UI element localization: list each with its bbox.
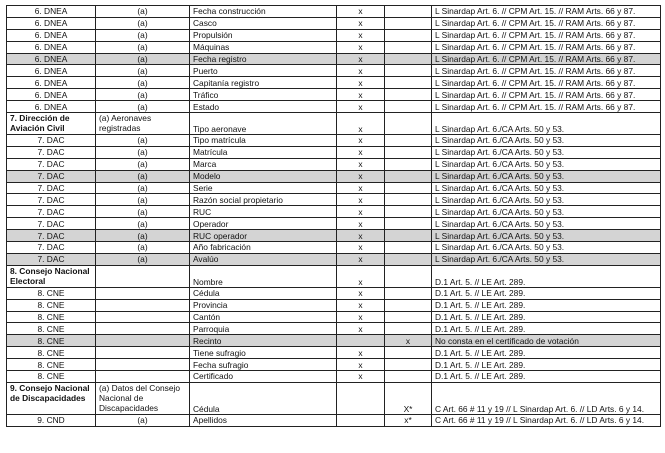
legal-basis-cell: L Sinardap Art. 6. // CPM Art. 15. // RAM Arts. 66 y 87.: [432, 77, 661, 89]
restricted-mark-cell: [385, 53, 432, 65]
subcategory-cell: (a): [96, 158, 190, 170]
table-row: [7, 170, 661, 182]
table-row: [7, 29, 661, 41]
field-name-cell: Provincia: [190, 299, 337, 311]
field-name-cell: Certificado: [190, 371, 337, 383]
public-mark-cell: [337, 414, 385, 426]
table-body: [7, 6, 661, 427]
field-name-cell: Recinto: [190, 335, 337, 347]
field-name-cell: Cédula: [190, 382, 337, 414]
legal-basis-cell: L Sinardap Art. 6./CA Arts. 50 y 53.: [432, 113, 661, 135]
field-name-cell: Fecha registro: [190, 53, 337, 65]
table-row: [7, 53, 661, 65]
field-name-cell: Razón social propietario: [190, 194, 337, 206]
entity-cell: 7. DAC: [7, 206, 96, 218]
public-mark-cell: x: [337, 6, 385, 18]
entity-cell: 7. DAC: [7, 170, 96, 182]
table-row: [7, 299, 661, 311]
public-mark-cell: x: [337, 265, 385, 287]
table-row: [7, 146, 661, 158]
restricted-mark-cell: x*: [385, 414, 432, 426]
subcategory-cell: (a): [96, 146, 190, 158]
table-row: [7, 158, 661, 170]
legal-basis-cell: No consta en el certificado de votación: [432, 335, 661, 347]
legal-basis-cell: L Sinardap Art. 6. // CPM Art. 15. // RAM Arts. 66 y 87.: [432, 29, 661, 41]
subcategory-cell: (a): [96, 77, 190, 89]
field-name-cell: Tipo aeronave: [190, 113, 337, 135]
subcategory-cell: (a): [96, 230, 190, 242]
table-row: [7, 89, 661, 101]
field-name-cell: Parroquia: [190, 323, 337, 335]
restricted-mark-cell: [385, 287, 432, 299]
entity-cell: 8. CNE: [7, 287, 96, 299]
subcategory-cell: [96, 335, 190, 347]
field-name-cell: Máquinas: [190, 41, 337, 53]
public-mark-cell: x: [337, 218, 385, 230]
table-row: [7, 6, 661, 18]
legal-basis-cell: D.1 Art. 5. // LE Art. 289.: [432, 299, 661, 311]
legal-basis-cell: L Sinardap Art. 6. // CPM Art. 15. // RAM Arts. 66 y 87.: [432, 41, 661, 53]
restricted-mark-cell: [385, 206, 432, 218]
public-mark-cell: x: [337, 230, 385, 242]
subcategory-cell: (a): [96, 414, 190, 426]
restricted-mark-cell: [385, 299, 432, 311]
entity-cell: 9. CND: [7, 414, 96, 426]
entity-cell: 6. DNEA: [7, 17, 96, 29]
public-mark-cell: x: [337, 323, 385, 335]
public-mark-cell: x: [337, 311, 385, 323]
table-row: [7, 182, 661, 194]
public-mark-cell: x: [337, 206, 385, 218]
field-name-cell: Estado: [190, 101, 337, 113]
field-name-cell: Cantón: [190, 311, 337, 323]
restricted-mark-cell: [385, 170, 432, 182]
restricted-mark-cell: [385, 218, 432, 230]
entity-cell: 6. DNEA: [7, 89, 96, 101]
field-name-cell: RUC: [190, 206, 337, 218]
table-row: [7, 101, 661, 113]
table-row: [7, 230, 661, 242]
legal-basis-cell: C Art. 66 # 11 y 19 // L Sinardap Art. 6. // LD Arts. 6 y 14.: [432, 414, 661, 426]
entity-cell: 8. Consejo Nacional Electoral: [7, 265, 96, 287]
field-name-cell: RUC operador: [190, 230, 337, 242]
field-name-cell: Marca: [190, 158, 337, 170]
section-header-row: [7, 265, 661, 287]
entity-cell: 7. Dirección de Aviación Civil: [7, 113, 96, 135]
legal-basis-cell: L Sinardap Art. 6./CA Arts. 50 y 53.: [432, 218, 661, 230]
public-mark-cell: x: [337, 194, 385, 206]
field-name-cell: Avalúo: [190, 253, 337, 265]
public-mark-cell: x: [337, 146, 385, 158]
restricted-mark-cell: [385, 65, 432, 77]
table-row: [7, 335, 661, 347]
field-name-cell: Tráfico: [190, 89, 337, 101]
restricted-mark-cell: [385, 359, 432, 371]
subcategory-cell: (a): [96, 65, 190, 77]
subcategory-cell: [96, 323, 190, 335]
entity-cell: 6. DNEA: [7, 101, 96, 113]
restricted-mark-cell: [385, 89, 432, 101]
field-name-cell: Nombre: [190, 265, 337, 287]
entity-cell: 8. CNE: [7, 359, 96, 371]
legal-basis-cell: L Sinardap Art. 6./CA Arts. 50 y 53.: [432, 170, 661, 182]
restricted-mark-cell: [385, 347, 432, 359]
public-mark-cell: x: [337, 89, 385, 101]
legal-basis-cell: D.1 Art. 5. // LE Art. 289.: [432, 323, 661, 335]
legal-basis-cell: L Sinardap Art. 6. // CPM Art. 15. // RAM Arts. 66 y 87.: [432, 6, 661, 18]
restricted-mark-cell: [385, 371, 432, 383]
subcategory-cell: (a): [96, 89, 190, 101]
legal-basis-cell: L Sinardap Art. 6. // CPM Art. 15. // RAM Arts. 66 y 87.: [432, 17, 661, 29]
legal-basis-cell: L Sinardap Art. 6./CA Arts. 50 y 53.: [432, 242, 661, 254]
subcategory-cell: [96, 359, 190, 371]
subcategory-cell: [96, 299, 190, 311]
table-row: [7, 287, 661, 299]
public-mark-cell: x: [337, 347, 385, 359]
public-mark-cell: x: [337, 53, 385, 65]
legal-basis-cell: L Sinardap Art. 6./CA Arts. 50 y 53.: [432, 206, 661, 218]
restricted-mark-cell: [385, 230, 432, 242]
restricted-mark-cell: [385, 113, 432, 135]
public-mark-cell: x: [337, 287, 385, 299]
restricted-mark-cell: [385, 146, 432, 158]
table-row: [7, 347, 661, 359]
entity-cell: 7. DAC: [7, 242, 96, 254]
restricted-mark-cell: [385, 6, 432, 18]
entity-cell: 6. DNEA: [7, 29, 96, 41]
field-name-cell: Serie: [190, 182, 337, 194]
field-name-cell: Operador: [190, 218, 337, 230]
table-row: [7, 371, 661, 383]
table-row: [7, 194, 661, 206]
table-row: [7, 17, 661, 29]
entity-cell: 8. CNE: [7, 311, 96, 323]
restricted-mark-cell: [385, 101, 432, 113]
legal-basis-cell: L Sinardap Art. 6./CA Arts. 50 y 53.: [432, 135, 661, 147]
field-name-cell: Año fabricación: [190, 242, 337, 254]
entity-cell: 6. DNEA: [7, 41, 96, 53]
entity-cell: 8. CNE: [7, 299, 96, 311]
entity-cell: 7. DAC: [7, 182, 96, 194]
restricted-mark-cell: [385, 17, 432, 29]
restricted-mark-cell: [385, 182, 432, 194]
field-name-cell: Matrícula: [190, 146, 337, 158]
entity-cell: 8. CNE: [7, 371, 96, 383]
entity-cell: 6. DNEA: [7, 77, 96, 89]
legal-basis-cell: L Sinardap Art. 6. // CPM Art. 15. // RAM Arts. 66 y 87.: [432, 65, 661, 77]
field-name-cell: Fecha sufragio: [190, 359, 337, 371]
public-mark-cell: x: [337, 359, 385, 371]
field-name-cell: Capitanía registro: [190, 77, 337, 89]
public-mark-cell: x: [337, 299, 385, 311]
public-mark-cell: x: [337, 113, 385, 135]
entity-cell: 7. DAC: [7, 194, 96, 206]
public-mark-cell: x: [337, 170, 385, 182]
field-name-cell: Tiene sufragio: [190, 347, 337, 359]
table-row: [7, 323, 661, 335]
legal-basis-cell: L Sinardap Art. 6./CA Arts. 50 y 53.: [432, 146, 661, 158]
public-mark-cell: x: [337, 242, 385, 254]
public-mark-cell: x: [337, 135, 385, 147]
entity-cell: 9. Consejo Nacional de Discapacidades: [7, 382, 96, 414]
legal-basis-cell: L Sinardap Art. 6./CA Arts. 50 y 53.: [432, 253, 661, 265]
subcategory-cell: [96, 265, 190, 287]
legal-basis-cell: L Sinardap Art. 6. // CPM Art. 15. // RAM Arts. 66 y 87.: [432, 53, 661, 65]
subcategory-cell: [96, 347, 190, 359]
subcategory-cell: (a): [96, 242, 190, 254]
entity-cell: 7. DAC: [7, 230, 96, 242]
entity-cell: 8. CNE: [7, 323, 96, 335]
legal-basis-cell: D.1 Art. 5. // LE Art. 289.: [432, 311, 661, 323]
restricted-mark-cell: [385, 242, 432, 254]
subcategory-cell: (a): [96, 135, 190, 147]
legal-basis-cell: D.1 Art. 5. // LE Art. 289.: [432, 287, 661, 299]
legal-basis-cell: D.1 Art. 5. // LE Art. 289.: [432, 371, 661, 383]
entity-cell: 8. CNE: [7, 347, 96, 359]
public-mark-cell: x: [337, 77, 385, 89]
legal-basis-cell: L Sinardap Art. 6. // CPM Art. 15. // RAM Arts. 66 y 87.: [432, 101, 661, 113]
entity-cell: 8. CNE: [7, 335, 96, 347]
legal-basis-cell: C Art. 66 # 11 y 19 // L Sinardap Art. 6. // LD Arts. 6 y 14.: [432, 382, 661, 414]
public-mark-cell: x: [337, 182, 385, 194]
public-mark-cell: x: [337, 101, 385, 113]
section-header-row: [7, 382, 661, 414]
public-mark-cell: x: [337, 253, 385, 265]
subcategory-cell: (a): [96, 41, 190, 53]
table-row: [7, 206, 661, 218]
entity-cell: 7. DAC: [7, 158, 96, 170]
legal-basis-cell: D.1 Art. 5. // LE Art. 289.: [432, 265, 661, 287]
field-name-cell: Puerto: [190, 65, 337, 77]
subcategory-cell: (a): [96, 218, 190, 230]
public-mark-cell: x: [337, 17, 385, 29]
subcategory-cell: (a) Datos del Consejo Nacional de Discapacidades: [96, 382, 190, 414]
legal-basis-cell: D.1 Art. 5. // LE Art. 289.: [432, 359, 661, 371]
public-mark-cell: x: [337, 29, 385, 41]
table-row: [7, 41, 661, 53]
restricted-mark-cell: [385, 29, 432, 41]
public-mark-cell: x: [337, 41, 385, 53]
table-row: [7, 414, 661, 426]
restricted-mark-cell: [385, 253, 432, 265]
table-row: [7, 77, 661, 89]
table-row: [7, 311, 661, 323]
table-row: [7, 242, 661, 254]
subcategory-cell: [96, 287, 190, 299]
public-mark-cell: x: [337, 158, 385, 170]
entity-cell: 7. DAC: [7, 218, 96, 230]
field-name-cell: Propulsión: [190, 29, 337, 41]
field-name-cell: Apellidos: [190, 414, 337, 426]
legal-basis-cell: L Sinardap Art. 6./CA Arts. 50 y 53.: [432, 158, 661, 170]
entity-cell: 7. DAC: [7, 146, 96, 158]
field-name-cell: Modelo: [190, 170, 337, 182]
field-name-cell: Cédula: [190, 287, 337, 299]
public-mark-cell: x: [337, 371, 385, 383]
legal-basis-cell: L Sinardap Art. 6./CA Arts. 50 y 53.: [432, 182, 661, 194]
subcategory-cell: [96, 371, 190, 383]
legal-basis-cell: D.1 Art. 5. // LE Art. 289.: [432, 347, 661, 359]
table-row: [7, 65, 661, 77]
field-name-cell: Tipo matrícula: [190, 135, 337, 147]
restricted-mark-cell: [385, 135, 432, 147]
subcategory-cell: (a): [96, 253, 190, 265]
subcategory-cell: (a): [96, 6, 190, 18]
restricted-mark-cell: x: [385, 335, 432, 347]
field-name-cell: Fecha construcción: [190, 6, 337, 18]
section-header-row: [7, 113, 661, 135]
subcategory-cell: (a): [96, 101, 190, 113]
restricted-mark-cell: X*: [385, 382, 432, 414]
entity-cell: 6. DNEA: [7, 65, 96, 77]
subcategory-cell: (a): [96, 206, 190, 218]
entity-cell: 6. DNEA: [7, 53, 96, 65]
table-row: [7, 253, 661, 265]
data-table: [6, 5, 661, 427]
subcategory-cell: (a): [96, 53, 190, 65]
entity-cell: 6. DNEA: [7, 6, 96, 18]
legal-basis-cell: L Sinardap Art. 6./CA Arts. 50 y 53.: [432, 194, 661, 206]
subcategory-cell: (a): [96, 194, 190, 206]
public-mark-cell: x: [337, 65, 385, 77]
public-mark-cell: [337, 335, 385, 347]
restricted-mark-cell: [385, 323, 432, 335]
entity-cell: 7. DAC: [7, 135, 96, 147]
restricted-mark-cell: [385, 194, 432, 206]
legal-basis-cell: L Sinardap Art. 6./CA Arts. 50 y 53.: [432, 230, 661, 242]
subcategory-cell: [96, 311, 190, 323]
table-row: [7, 218, 661, 230]
restricted-mark-cell: [385, 265, 432, 287]
restricted-mark-cell: [385, 41, 432, 53]
restricted-mark-cell: [385, 158, 432, 170]
subcategory-cell: (a) Aeronaves registradas: [96, 113, 190, 135]
data-table-sheet: [6, 5, 660, 427]
public-mark-cell: [337, 382, 385, 414]
table-row: [7, 135, 661, 147]
subcategory-cell: (a): [96, 17, 190, 29]
entity-cell: 7. DAC: [7, 253, 96, 265]
subcategory-cell: (a): [96, 170, 190, 182]
table-row: [7, 359, 661, 371]
legal-basis-cell: L Sinardap Art. 6. // CPM Art. 15. // RAM Arts. 66 y 87.: [432, 89, 661, 101]
subcategory-cell: (a): [96, 182, 190, 194]
restricted-mark-cell: [385, 311, 432, 323]
restricted-mark-cell: [385, 77, 432, 89]
subcategory-cell: (a): [96, 29, 190, 41]
field-name-cell: Casco: [190, 17, 337, 29]
